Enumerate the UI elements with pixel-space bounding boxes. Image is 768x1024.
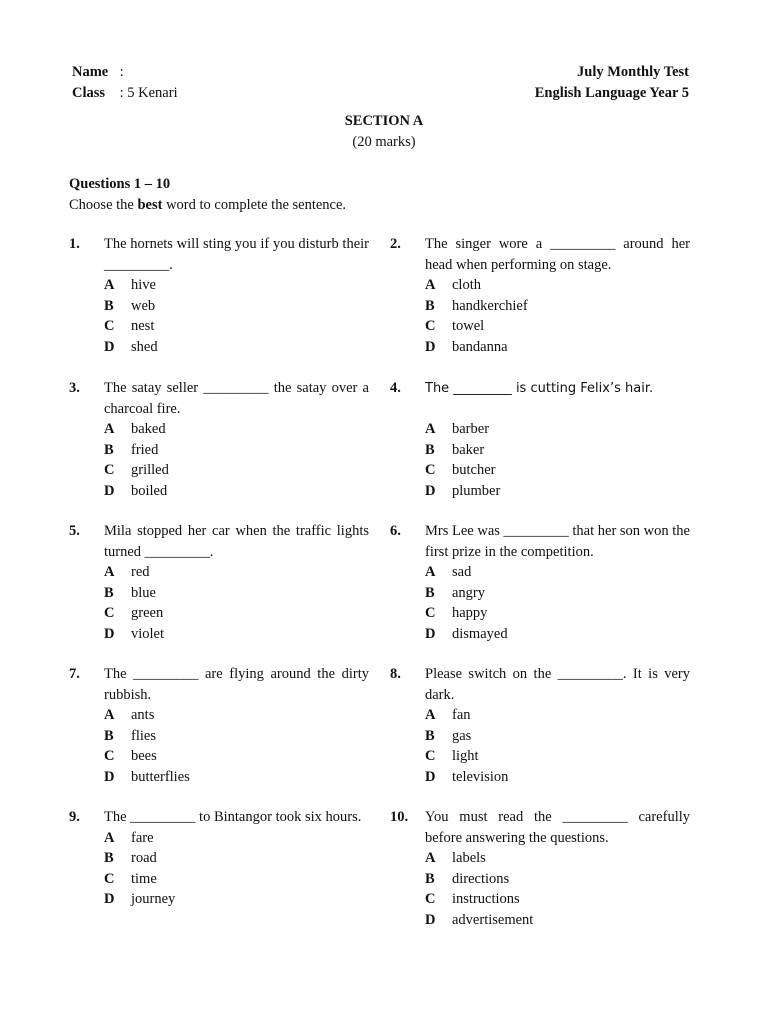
option-text: time (131, 870, 157, 887)
option-c (425, 603, 690, 624)
option-text: journey (131, 891, 176, 907)
option-b (104, 296, 369, 317)
test-subject: English Language Year 5 (534, 84, 689, 101)
option-letter: D (425, 768, 436, 785)
question-number: 4. (390, 380, 401, 396)
option-text: shed (131, 338, 158, 355)
option-b (104, 726, 369, 747)
option-text: instructions (452, 891, 520, 907)
option-b (425, 583, 690, 604)
option-text: handkerchief (452, 297, 528, 314)
question-9 (69, 807, 369, 910)
option-b (104, 440, 369, 461)
question-number: 1. (69, 236, 80, 252)
option-text: baker (452, 441, 485, 458)
test-info (535, 62, 689, 103)
option-letter: D (104, 891, 115, 907)
option-letter: D (425, 482, 436, 499)
question-4 (390, 378, 690, 501)
question-stem: Mrs Lee was _________ that her son won the first prize in the competition. (425, 523, 690, 560)
instruction-text (69, 195, 346, 216)
option-text: road (131, 850, 157, 866)
option-letter: C (425, 748, 436, 764)
option-d (104, 337, 369, 358)
option-a (425, 562, 690, 583)
section-marks: (20 marks) (352, 133, 416, 150)
option-text: bees (131, 748, 157, 764)
option-letter: B (104, 441, 114, 458)
option-letter: B (104, 584, 114, 601)
option-letter: C (104, 870, 115, 887)
question-number: 8. (390, 666, 401, 682)
option-b (425, 296, 690, 317)
option-a (104, 275, 369, 296)
option-text: towel (452, 318, 485, 334)
question-stem: The hornets will sting you if you disturb their _________. (104, 236, 369, 273)
class-value: : 5 Kenari (116, 84, 178, 101)
option-text: barber (452, 421, 490, 437)
option-letter: A (104, 707, 115, 723)
question-number: 5. (69, 523, 80, 539)
question-8 (390, 664, 690, 787)
option-text: plumber (452, 482, 501, 499)
option-d (104, 889, 369, 910)
option-letter: D (104, 768, 115, 785)
option-text: flies (131, 727, 156, 744)
question-stem (425, 378, 690, 419)
option-text: fare (131, 829, 154, 846)
question-stem-text: The _________ is cutting Felix’s hair. (425, 381, 654, 396)
student-info (72, 62, 178, 103)
option-letter: D (104, 482, 115, 499)
question-1 (69, 234, 369, 357)
option-text: red (131, 564, 150, 580)
option-text: labels (452, 850, 486, 866)
question-number: 9. (69, 809, 80, 825)
question-number: 7. (69, 666, 80, 682)
option-text: green (131, 605, 164, 621)
test-title: July Monthly Test (577, 64, 689, 80)
option-letter: D (425, 625, 436, 642)
option-text: web (131, 297, 156, 314)
option-b (425, 726, 690, 747)
option-text: butcher (452, 462, 496, 478)
option-text: baked (131, 421, 166, 437)
question-stem: The _________ are flying around the dirty rubbish. (104, 666, 369, 703)
option-letter: C (425, 891, 436, 907)
question-range: Questions 1 – 10 (69, 176, 171, 192)
option-text: advertisement (452, 911, 534, 928)
name-line (72, 62, 178, 83)
question-7 (69, 664, 369, 787)
option-letter: A (425, 707, 436, 723)
option-a (104, 828, 369, 849)
option-b (425, 869, 690, 890)
name-value: : (116, 64, 124, 80)
instruction-text-after: word to complete the sentence. (162, 196, 347, 213)
option-text: directions (452, 870, 510, 887)
option-b (425, 440, 690, 461)
option-text: fan (452, 707, 471, 723)
question-10 (390, 807, 690, 930)
option-letter: D (425, 338, 436, 355)
option-letter: A (425, 564, 436, 580)
option-text: hive (131, 277, 156, 293)
option-c (425, 460, 690, 481)
option-letter: B (425, 727, 435, 744)
question-stem: Mila stopped her car when the traffic lights turned _________. (104, 523, 369, 560)
option-b (104, 848, 369, 869)
option-letter: A (104, 829, 115, 846)
question-stem: The _________ to Bintangor took six hours. (104, 809, 362, 825)
instruction-text-before: Choose the (69, 196, 138, 213)
option-letter: B (425, 297, 435, 314)
option-letter: A (104, 277, 115, 293)
question-2 (390, 234, 690, 357)
class-line (72, 83, 178, 104)
option-letter: A (104, 564, 115, 580)
option-a (104, 562, 369, 583)
option-text: television (452, 768, 509, 785)
option-a (425, 705, 690, 726)
class-label: Class (72, 84, 106, 101)
option-letter: B (104, 727, 114, 744)
option-letter: C (104, 462, 115, 478)
name-label: Name (72, 64, 109, 80)
option-letter: A (425, 421, 436, 437)
question-number: 3. (69, 380, 80, 396)
option-letter: D (104, 625, 115, 642)
option-letter: B (104, 850, 114, 866)
option-text: blue (131, 584, 156, 601)
option-text: angry (452, 584, 486, 601)
option-c (104, 869, 369, 890)
option-text: nest (131, 318, 155, 334)
option-d (425, 337, 690, 358)
question-stem: Please switch on the _________. It is very dark. (425, 666, 690, 703)
option-letter: B (104, 297, 114, 314)
option-text: grilled (131, 462, 169, 478)
option-c (104, 316, 369, 337)
option-c (104, 460, 369, 481)
option-text: violet (131, 625, 165, 642)
option-text: cloth (452, 277, 481, 293)
option-c (104, 746, 369, 767)
option-a (104, 705, 369, 726)
option-letter: B (425, 584, 435, 601)
option-letter: C (104, 605, 115, 621)
option-a (425, 848, 690, 869)
question-stem: The singer wore a _________ around her head when performing on stage. (425, 236, 690, 273)
question-number: 10. (390, 809, 409, 825)
option-text: boiled (131, 482, 168, 499)
option-letter: A (104, 421, 115, 437)
question-number: 2. (390, 236, 401, 252)
option-a (425, 275, 690, 296)
option-c (425, 316, 690, 337)
instructions (69, 174, 346, 215)
option-letter: B (425, 870, 435, 887)
option-b (104, 583, 369, 604)
option-text: gas (452, 727, 472, 744)
option-d (425, 767, 690, 788)
option-letter: D (425, 911, 436, 928)
option-letter: B (425, 441, 435, 458)
option-d (425, 624, 690, 645)
option-d (104, 624, 369, 645)
option-d (104, 481, 369, 502)
option-d (425, 481, 690, 502)
section-heading (0, 111, 768, 152)
option-letter: D (104, 338, 115, 355)
option-text: sad (452, 564, 472, 580)
question-6 (390, 521, 690, 644)
question-stem: The satay seller _________ the satay over a charcoal fire. (104, 380, 369, 417)
option-letter: C (425, 462, 436, 478)
option-text: fried (131, 441, 159, 458)
option-letter: C (104, 748, 115, 764)
option-c (425, 746, 690, 767)
question-3 (69, 378, 369, 501)
option-letter: C (425, 605, 436, 621)
option-letter: A (425, 850, 436, 866)
option-text: happy (452, 605, 488, 621)
option-text: ants (131, 707, 155, 723)
option-a (425, 419, 690, 440)
option-d (104, 767, 369, 788)
option-text: butterflies (131, 768, 190, 785)
option-letter: A (425, 277, 436, 293)
option-text: bandanna (452, 338, 508, 355)
option-text: dismayed (452, 625, 508, 642)
instruction-text-emphasis: best (137, 196, 163, 213)
option-c (104, 603, 369, 624)
option-letter: C (104, 318, 115, 334)
option-letter: C (425, 318, 436, 334)
question-number: 6. (390, 523, 401, 539)
question-stem: You must read the _________ carefully before answering the questions. (425, 809, 690, 846)
option-d (425, 910, 690, 931)
option-c (425, 889, 690, 910)
section-title: SECTION A (344, 113, 424, 129)
option-text: light (452, 748, 479, 764)
option-a (104, 419, 369, 440)
question-5 (69, 521, 369, 644)
